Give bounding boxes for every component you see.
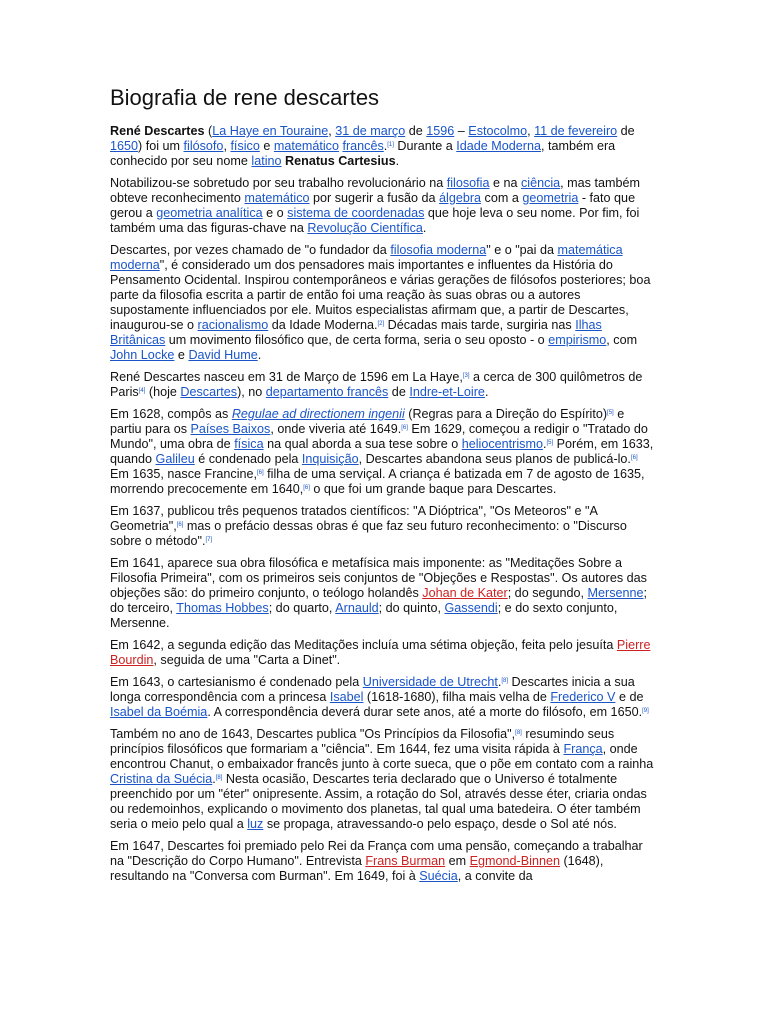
article-link[interactable] — [232, 407, 405, 421]
article-link[interactable]: Países Baixos — [190, 422, 271, 436]
paragraph — [110, 675, 658, 720]
text-run: , onde encontrou Chanut, o embaixador francês junto à corte sueca, que o põe em contato com a rainha — [110, 742, 654, 771]
page-title: Biografia de rene descartes — [110, 85, 380, 110]
article-link[interactable]: Mersenne — [587, 586, 644, 600]
text-run: . — [422, 221, 427, 235]
reference-marker[interactable]: [4] — [138, 388, 146, 394]
paragraph — [110, 839, 658, 884]
paragraph — [110, 176, 658, 236]
article-link[interactable]: filosofia — [446, 176, 490, 190]
reference-marker[interactable]: [6] — [303, 485, 310, 491]
article-link[interactable]: geometria analítica — [156, 206, 263, 220]
text-run: ( — [204, 124, 213, 138]
article-content — [110, 124, 658, 884]
article-link[interactable]: 1596 — [426, 124, 455, 138]
reference-marker[interactable]: [5] — [607, 410, 614, 416]
text-run: - fato que gerou a — [110, 191, 636, 220]
text-run: Descartes inicia a sua longa correspondência com a princesa — [110, 675, 635, 704]
article-link[interactable]: física — [234, 437, 264, 451]
document-body — [110, 84, 658, 891]
text-run: Porém, em 1633, quando — [110, 437, 654, 466]
article-link[interactable]: matemático — [273, 139, 339, 153]
bold-text: Renatus Cartesius — [285, 154, 396, 168]
text-run: , onde viveria até 1649. — [270, 422, 402, 436]
article-link[interactable]: Cristina da Suécia — [110, 772, 213, 786]
text-run: e de — [615, 690, 644, 704]
text-run: por sugerir a fusão da — [309, 191, 440, 205]
text-run: em — [445, 854, 470, 868]
article-link[interactable]: Gassendi — [444, 601, 498, 615]
text-run: de — [405, 124, 427, 138]
article-link[interactable]: Indre-et-Loire — [409, 385, 485, 399]
article-link[interactable]: racionalismo — [197, 318, 269, 332]
article-link[interactable]: francês — [342, 139, 384, 153]
text-run: e o — [262, 206, 288, 220]
text-run: ; do segundo, — [507, 586, 588, 600]
article-link[interactable]: Pierre Bourdin — [110, 638, 651, 667]
text-run: , seguida de uma "Carta a Dinet". — [153, 653, 341, 667]
reference-marker[interactable]: [7] — [205, 537, 213, 543]
reference-marker[interactable]: [8] — [501, 678, 509, 684]
article-link[interactable]: Revolução Científica — [307, 221, 423, 235]
article-link[interactable]: físico — [230, 139, 260, 153]
text-run: um movimento filosófico que, de certa forma, seria o seu oposto - o — [165, 333, 549, 347]
article-link[interactable]: Frederico V — [550, 690, 616, 704]
text-run: (1648), resultando na "Conversa com Burman". Em 1649, foi à — [110, 854, 604, 883]
paragraph — [110, 638, 658, 668]
reference-marker[interactable]: [6] — [176, 522, 184, 528]
text-run: , a convite da — [457, 869, 533, 883]
text-run: . — [497, 675, 502, 689]
text-run: ", é considerado um dos pensadores mais importantes e influentes da História do Pensamento Ocidental. Inspirou contemporâneos e várias gerações de filósofos posteriores; boa parte da filosofia escrita a partir de então foi uma reação às suas obras ou a autores supostamente influenciados por ele. Muitos especialistas afirmam que, a partir de Descartes, inaugurou-se o — [110, 258, 651, 332]
text-run: . — [542, 437, 547, 451]
text-run: , — [223, 139, 231, 153]
text-run: e na — [489, 176, 521, 190]
text-run: Nesta ocasião, Descartes teria declarado que o Universo é totalmente preenchido por um "éter" onipresente. Assim, a rotação do Sol, através desse éter, criaria ondas ou redemoinhos, explicando o movimento dos planetas, tal qual uma batedeira. O éter também seria o meio pelo qual a — [110, 772, 647, 831]
text-run: a cerca de 300 quilômetros de Paris — [110, 370, 643, 399]
reference-marker[interactable]: [5] — [546, 440, 554, 446]
reference-marker[interactable]: [8] — [215, 775, 223, 781]
text-run: filha de uma serviçal. A criança é batizada em 7 de agosto de 1635, morrendo precocemente em 1640, — [110, 467, 645, 496]
text-run: . A correspondência deverá durar sete anos, até a morte do filósofo, em 1650. — [207, 705, 643, 719]
article-link[interactable]: filósofo — [183, 139, 224, 153]
article-link[interactable]: 1650 — [110, 139, 139, 153]
text-run: na qual aborda a sua tese sobre o — [263, 437, 462, 451]
text-run: , mas também obteve reconhecimento — [110, 176, 640, 205]
text-run: (1618-1680), filha mais velha de — [363, 690, 551, 704]
paragraph — [110, 370, 658, 400]
article-link[interactable]: empirismo — [548, 333, 607, 347]
text-run: se propaga, atravessando-o pelo espaço, desde o Sol até nós. — [263, 817, 617, 831]
text-run: , também era conhecido por seu nome — [110, 139, 616, 168]
text-run: Em 1635, nasce Francine, — [110, 467, 258, 481]
article-link[interactable]: Thomas Hobbes — [176, 601, 269, 615]
text-run: Décadas mais tarde, surgiria nas — [384, 318, 576, 332]
paragraph — [110, 556, 658, 631]
article-link[interactable]: matemática moderna — [110, 243, 623, 272]
text-run: é condenado pela — [194, 452, 302, 466]
text-run: (hoje — [145, 385, 181, 399]
article-link[interactable]: álgebra — [439, 191, 482, 205]
article-link[interactable]: La Haye en Touraine — [212, 124, 329, 138]
text-run: Em 1628, compôs as — [110, 407, 232, 421]
article-link[interactable]: França — [563, 742, 603, 756]
text-run: de — [617, 124, 635, 138]
article-link[interactable]: Descartes — [180, 385, 238, 399]
reference-marker[interactable]: [2] — [377, 321, 385, 327]
article-link[interactable]: heliocentrismo — [461, 437, 543, 451]
article-link[interactable]: latino — [251, 154, 282, 168]
reference-marker[interactable]: [6] — [257, 470, 264, 476]
article-link[interactable]: departamento francês — [265, 385, 389, 399]
text-run: e — [259, 139, 274, 153]
text-run: , com — [606, 333, 638, 347]
text-run: , — [328, 124, 336, 138]
article-link[interactable]: Egmond-Binnen — [469, 854, 560, 868]
text-run: Também no ano de 1643, Descartes publica "Os Princípios da Filosofia", — [110, 727, 516, 741]
article-link[interactable]: Suécia — [419, 869, 458, 883]
text-run: e partiu para os — [110, 407, 625, 436]
reference-marker[interactable]: [9] — [642, 708, 649, 714]
text-run: René Descartes nasceu em 31 de Março de 1596 em La Haye, — [110, 370, 463, 384]
paragraph — [110, 407, 658, 497]
text-run: ; e do sexto conjunto, Mersenne. — [110, 601, 618, 630]
article-link[interactable]: Frans Burman — [365, 854, 446, 868]
article-link[interactable]: sistema de coordenadas — [287, 206, 425, 220]
text-run: ; do terceiro, — [110, 586, 648, 615]
reference-marker[interactable]: [1] — [387, 142, 394, 148]
text-run: . — [383, 139, 388, 153]
text-run: Em 1637, publicou três pequenos tratados científicos: "A Dióptrica", "Os Meteoros" e "A Geometria", — [110, 504, 598, 533]
article-link[interactable]: geometria — [522, 191, 579, 205]
text-run: que hoje leva o seu nome. Por fim, foi também uma das figuras-chave na — [110, 206, 640, 235]
text-run: . — [484, 385, 489, 399]
article-link[interactable]: Galileu — [155, 452, 195, 466]
text-run: Em 1647, Descartes foi premiado pelo Rei da França com uma pensão, começando a trabalhar na "Descrição do Corpo Humano". Entrevista — [110, 839, 643, 868]
text-run: da Idade Moderna. — [268, 318, 378, 332]
text-run: . — [395, 154, 400, 168]
article-link[interactable]: Inquisição — [301, 452, 359, 466]
text-run: o que foi um grande baque para Descartes. — [309, 482, 557, 496]
article-link[interactable]: Universidade de Utrecht — [362, 675, 498, 689]
text-run: Em 1643, o cartesianismo é condenado pela — [110, 675, 363, 689]
article-link[interactable]: luz — [247, 817, 264, 831]
paragraph — [110, 124, 658, 169]
text-run: Durante a — [393, 139, 457, 153]
text-run: Descartes, por vezes chamado de "o fundador da — [110, 243, 391, 257]
text-run: " e o "pai da — [486, 243, 558, 257]
text-run: Em 1641, aparece sua obra filosófica e metafísica mais imponente: as "Meditações Sobre a Filosofia Primeira", com os primeiros seis conjuntos de "Objeções e Respostas". Os autores das objeções são: do primeiro conjunto, o teólogo holandês — [110, 556, 647, 600]
article-link[interactable]: John Locke — [110, 348, 175, 362]
article-link[interactable]: Arnauld — [335, 601, 379, 615]
text-run: , — [527, 124, 535, 138]
link-text: Regulae ad directionem ingenii — [231, 407, 405, 421]
article-link[interactable]: filosofia moderna — [390, 243, 487, 257]
paragraph — [110, 727, 658, 832]
text-run: ) foi um — [138, 139, 184, 153]
paragraph — [110, 504, 658, 549]
text-run: (Regras para a Direção do Espírito) — [404, 407, 608, 421]
reference-marker[interactable]: [8] — [515, 730, 522, 736]
reference-marker[interactable]: [6] — [630, 455, 638, 461]
article-link[interactable]: David Hume — [188, 348, 258, 362]
text-run: Em 1629, começou a redigir o "Tratado do Mundo", uma obra de — [110, 422, 648, 451]
text-run: ), no — [237, 385, 266, 399]
text-run: resumindo seus princípios filosóficos que formariam a "ciência". Em 1644, fez uma visita rápida à — [110, 727, 615, 756]
article-link[interactable]: ciência — [520, 176, 561, 190]
text-run: com a — [481, 191, 523, 205]
text-run: – — [454, 124, 469, 138]
text-run: mas o prefácio dessas obras é que faz seu futuro reconhecimento: o "Discurso sobre o método". — [110, 519, 627, 548]
text-run: ; do quarto, — [268, 601, 336, 615]
text-run: e — [174, 348, 189, 362]
article-link[interactable]: 11 de fevereiro — [534, 124, 618, 138]
article-link[interactable]: Estocolmo — [468, 124, 528, 138]
text-run: de — [388, 385, 410, 399]
bold-text: René Descartes — [110, 124, 205, 138]
article-link[interactable]: Idade Moderna — [456, 139, 541, 153]
article-link[interactable]: Isabel da Boémia — [110, 705, 208, 719]
reference-marker[interactable]: [3] — [462, 373, 470, 379]
text-run: . — [257, 348, 262, 362]
text-run: . — [212, 772, 216, 786]
article-link[interactable]: Johan de Kater — [422, 586, 508, 600]
text-run: ; do quinto, — [378, 601, 445, 615]
article-link[interactable]: Isabel — [329, 690, 364, 704]
article-link[interactable]: Ilhas Britânicas — [110, 318, 602, 347]
text-run: Em 1642, a segunda edição das Meditações incluía uma sétima objeção, feita pelo jesuíta — [110, 638, 617, 652]
article-link[interactable]: matemático — [244, 191, 310, 205]
text-run: , Descartes abandona seus planos de publicá-lo. — [358, 452, 631, 466]
reference-marker[interactable]: [6] — [401, 425, 408, 431]
paragraph — [110, 243, 658, 363]
article-link[interactable]: 31 de março — [335, 124, 406, 138]
text-run: Notabilizou-se sobretudo por seu trabalho revolucionário na — [110, 176, 447, 190]
